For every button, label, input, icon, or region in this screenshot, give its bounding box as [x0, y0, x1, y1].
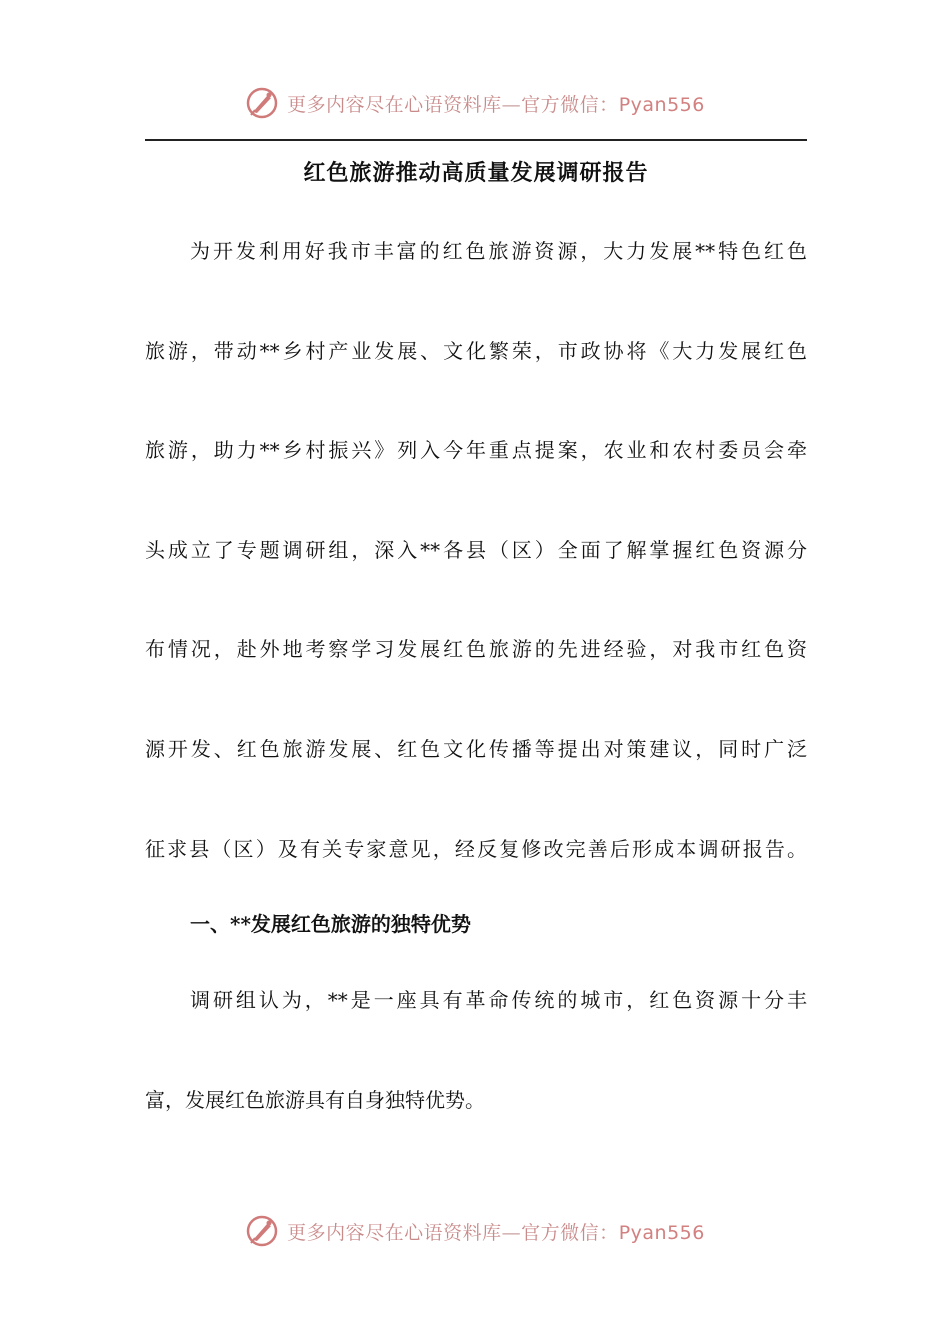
paragraph-line: 头成立了专题调研组，深入**各县（区）全面了解掌握红色资源分: [145, 538, 807, 562]
paragraph-line: 布情况，赴外地考察学习发展红色旅游的先进经验，对我市红色资: [145, 637, 807, 661]
quill-logo-icon: [245, 86, 279, 120]
watermark-suffix: 官方微信：: [521, 93, 619, 116]
section-heading: 一、**发展红色旅游的独特优势: [190, 912, 471, 936]
watermark-main: 更多内容尽在心语资料库: [287, 93, 502, 116]
watermark-id: Pyan556: [618, 93, 705, 116]
footer-watermark: [0, 1211, 950, 1251]
header-watermark: [0, 83, 950, 123]
paragraph-line: 征求县（区）及有关专家意见，经反复修改完善后形成本调研报告。: [145, 837, 807, 861]
paragraph-line: 旅游，带动**乡村产业发展、文化繁荣，市政协将《大力发展红色: [145, 339, 807, 363]
paragraph-line: 源开发、红色旅游发展、红色文化传播等提出对策建议，同时广泛: [145, 737, 807, 761]
watermark-suffix: 官方微信：: [521, 1221, 619, 1244]
paragraph-line: 调研组认为，**是一座具有革命传统的城市，红色资源十分丰: [190, 988, 807, 1012]
watermark-id: Pyan556: [618, 1221, 705, 1244]
paragraph-line: 旅游，助力**乡村振兴》列入今年重点提案，农业和农村委员会牵: [145, 438, 807, 462]
watermark-separator: —: [501, 93, 522, 116]
header-divider: [145, 139, 807, 141]
watermark-separator: —: [501, 1221, 522, 1244]
paragraph-line: 为开发利用好我市丰富的红色旅游资源，大力发展**特色红色: [190, 239, 807, 263]
document-title: 红色旅游推动高质量发展调研报告: [303, 160, 649, 186]
watermark-text: [287, 90, 705, 117]
quill-logo-icon: [245, 1214, 279, 1248]
watermark-main: 更多内容尽在心语资料库: [287, 1221, 502, 1244]
watermark-text: [287, 1218, 705, 1245]
paragraph-line: 富，发展红色旅游具有自身独特优势。: [145, 1088, 485, 1112]
